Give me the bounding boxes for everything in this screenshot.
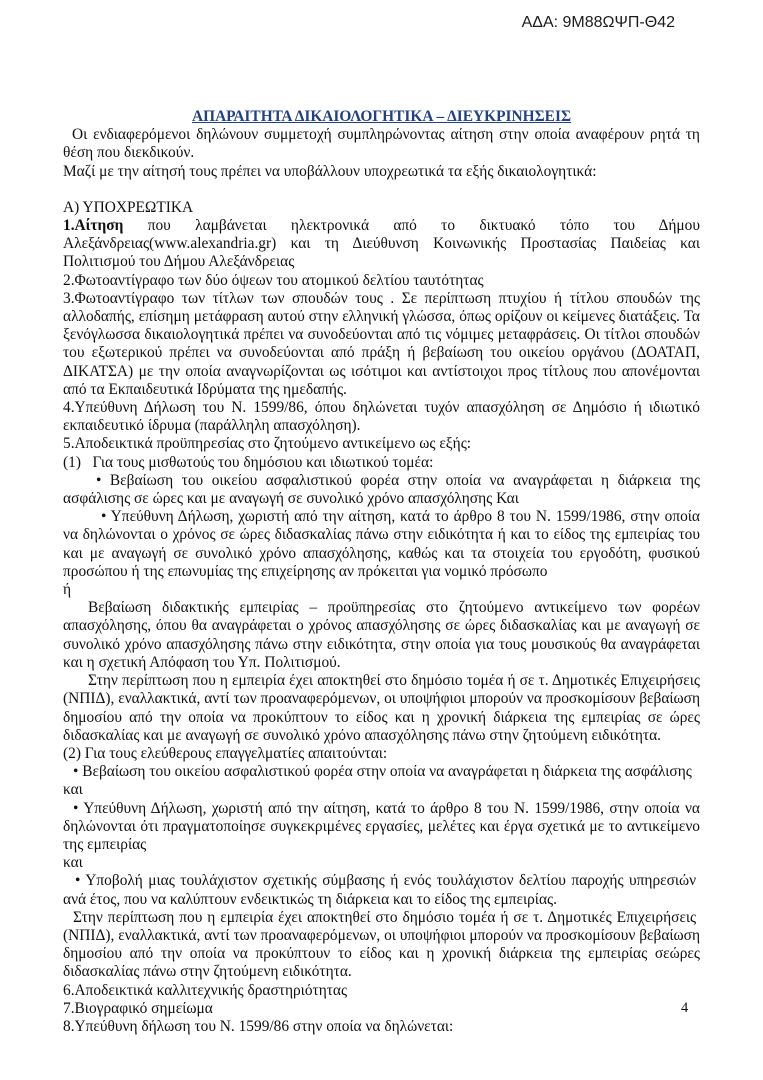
case-1-label: (1) Για τους μισθωτούς του δημόσιου και ιδιωτικού τομέα: (63, 453, 434, 471)
list-item-5: 5.Αποδεικτικά προϋπηρεσίας στο ζητούμενο αντικείμενο ως εξής: (63, 435, 472, 453)
page-title: ΑΠΑΡΑΙΤΗΤΑ ΔΙΚΑΙΟΛΟΓΗΤΙΚΑ – ΔΙΕΥΚΡΙΝΗΣΕΙΣ (191, 108, 572, 125)
list-item-1 (63, 217, 700, 272)
case-2-bullet-declaration: • Υπεύθυνη Δήλωση, χωριστή από την αίτηση, κατά το άρθρο 8 του Ν. 1599/1986, στην οποία να δηλώνονται ότι πραγματοποίησε συγκεκριμένες εργασίες, μελέτες και έργα σχετικά με το αντικείμενο της εμπειρίας (63, 799, 700, 853)
list-item-2: 2.Φωτοαντίγραφο των δύο όψεων του ατομικού δελτίου ταυτότητας (63, 271, 484, 289)
list-item-1-lead: 1.Αίτηση (63, 217, 124, 235)
list-item-1-text: που λαμβάνεται ηλεκτρονικά από το δικτυακό τόπο του Δήμου Αλεξάνδρειας(www.alexandria.gr) και τη Διεύθυνση Κοινωνικής Προστασίας Παιδείας και Πολιτισμού του Δήμου Αλεξάνδρειας (63, 217, 700, 271)
document-body (63, 108, 700, 1036)
case-1-bullet-insurance: • Βεβαίωση του οικείου ασφαλιστικού φορέα στην οποία να αναγράφεται η διάρκεια της ασφάλισης σε ώρες και με αναγωγή σε συνολικό χρόνο απασχόλησης Και (63, 471, 700, 508)
teaching-experience-paragraph: Βεβαίωση διδακτικής εμπειρίας – προϋπηρεσίας στο ζητούμενο αντικείμενο των φορέων απασχόλησης, όπου θα αναγράφεται ο χρόνος απασχόλησης σε ώρες διδασκαλίας και με αναγωγή σε συνολικό χρόνο απασχόλησης πάνω στην ειδικότητα, στην οποία για τους μουσικούς θα αναγράφεται και η σχετική Απόφαση του Υπ. Πολιτισμού. (63, 599, 700, 671)
case-2-bullet-insurance: • Βεβαίωση του οικείου ασφαλιστικού φορέα στην οποία να αναγράφεται η διάρκεια της ασφάλισης (73, 763, 692, 781)
page-number: 4 (681, 1000, 689, 1016)
list-item-3: 3.Φωτοαντίγραφο των τίτλων των σπουδών τους . Σε περίπτωση πτυχίου ή τίτλου σπουδών της αλλοδαπής, επίσημη μετάφραση αυτού στην ελληνική γλώσσα, όπως ορίζουν οι κείμενες διατάξεις. Τα ξενόγλωσσα δικαιολογητικά πρέπει να συνοδεύονται από τις νόμιμες μεταφράσεις. Οι τίτλοι σπουδών του εξωτερικού πρέπει να συνοδεύονται από πράξη ή βεβαίωση του οικείου οργάνου (ΔΟΑΤΑΠ, ΔΙΚΑΤΣΑ) με την οποία αναγνωρίζονται ως ισότιμοι και αντίστοιχοι προς τίτλους που απονέμονται από τα Εκπαιδευτικά Ιδρύματα της ημεδαπής. (63, 289, 700, 398)
and-separator-2: και (63, 854, 83, 872)
list-item-8: 8.Υπεύθυνη δήλωση του Ν. 1599/86 στην οποία να δηλώνεται: (63, 1017, 454, 1035)
case-2-bullet-contract: • Υποβολή μιας τουλάχιστον σχετικής σύμβασης ή ενός τουλάχιστον δελτίου παροχής υπηρεσιών ανά έτος, που να καλύπτουν ενδεικτικώς τη διάρκεια και το είδος της εμπειρίας. (63, 872, 700, 908)
case-1-bullet-declaration: • Υπεύθυνη Δήλωση, χωριστή από την αίτηση, κατά το άρθρο 8 του Ν. 1599/1986, στην οποία να δηλώνονται ο χρόνος σε ώρες διδασκαλίας πάνω στην ειδικότητα ή και το είδος της εμπειρίας του και με αναγωγή σε συνολικό χρόνο απασχόλησης, καθώς και τα στοιχεία του εργοδότη, φυσικού προσώπου ή της επωνυμίας της επιχείρησης αν πρόκειται για νομικό πρόσωπο (63, 508, 700, 580)
list-item-4: 4.Υπεύθυνη Δήλωση του Ν. 1599/86, όπου δηλώνεται τυχόν απασχόληση σε Δημόσιο ή ιδιωτικό εκπαιδευτικό ίδρυμα (παράλληλη απασχόληση). (63, 399, 700, 435)
and-separator-1: και (63, 781, 83, 799)
case-2-label: (2) Για τους ελεύθερους επαγγελματίες απαιτούνται: (63, 744, 388, 762)
list-item-7: 7.Βιογραφικό σημείωμα (63, 999, 213, 1017)
list-item-6: 6.Αποδεικτικά καλλιτεχνικής δραστηριότητας (63, 981, 348, 999)
intro-paragraph-2: Μαζί με την αίτησή τους πρέπει να υποβάλλουν υποχρεωτικά τα εξής δικαιολογητικά: (63, 162, 597, 180)
public-sector-note-2: Στην περίπτωση που η εμπειρία έχει αποκτηθεί στο δημόσιο τομέα ή σε τ. Δημοτικές Επιχειρήσεις (ΝΠΙΔ), εναλλακτικά, αντί των προαναφερόμενων, οι υποψήφιοι μπορούν να προσκομίσουν βεβαίωση δημοσίου από την οποία να προκύπτουν το είδος και η χρονική διάρκεια της εμπειρίας σεώρες διδασκαλίας πάνω στην ζητούμενη ειδικότητα. (63, 908, 700, 981)
or-separator: ή (63, 581, 72, 599)
public-sector-note-1: Στην περίπτωση που η εμπειρία έχει αποκτηθεί στο δημόσιο τομέα ή σε τ. Δημοτικές Επιχειρήσεις (ΝΠΙΔ), εναλλακτικά, αντί των προαναφερόμενων, οι υποψήφιοι μπορούν να προσκομίσουν βεβαίωση δημοσίου από την οποία να προκύπτουν το είδος και η χρονική διάρκεια της εμπειρίας σε ώρες διδασκαλίας και με αναγωγή σε συνολικό χρόνο απασχόλησης πάνω στην ζητούμενη ειδικότητα. (63, 672, 700, 744)
intro-paragraph-1: Οι ενδιαφερόμενοι δηλώνουν συμμετοχή συμπληρώνοντας αίτηση στην οποία αναφέρουν ρητά τη θέση που διεκδικούν. (63, 126, 700, 162)
ada-number: ΑΔΑ: 9Μ88ΩΨΠ-Θ42 (521, 14, 675, 31)
section-a-heading: Α) ΥΠΟΧΡΕΩΤΙΚΑ (63, 198, 194, 216)
blank-line (63, 181, 700, 199)
